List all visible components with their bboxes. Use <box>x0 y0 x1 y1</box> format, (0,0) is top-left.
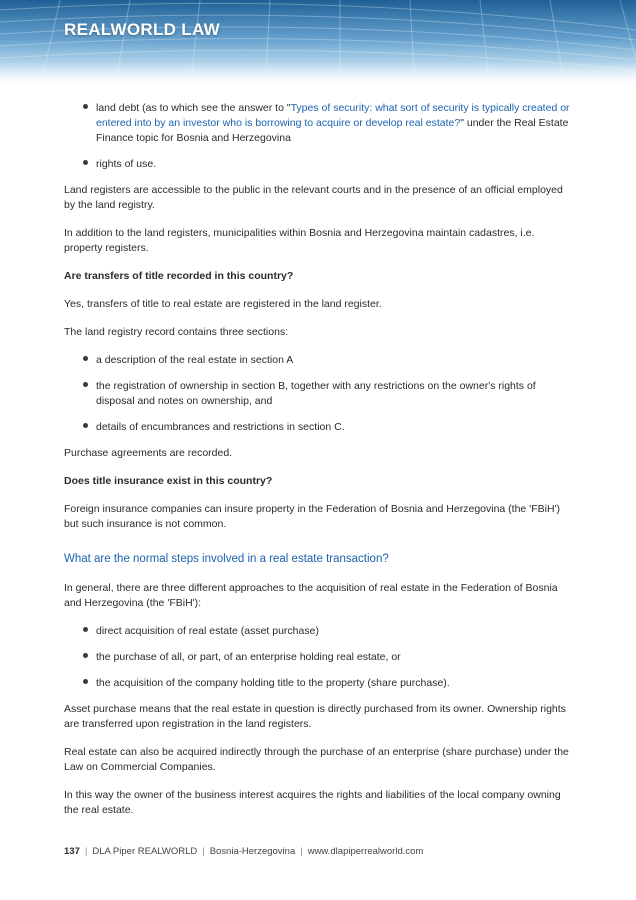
list-item-text: " under the Real Estate Finance topic for Bosnia and Herzegovina <box>96 117 569 144</box>
bullet-list-land-debt <box>64 101 572 172</box>
paragraph: The land registry record contains three sections: <box>64 326 289 338</box>
bullet-icon <box>83 356 88 361</box>
list-item-text: a description of the real estate in section A <box>96 354 294 366</box>
list-item-text: details of encumbrances and restrictions in section C. <box>96 421 345 433</box>
footer-separator: | <box>300 846 303 857</box>
list-item <box>64 650 572 665</box>
list-item-text: land debt (as to which see the answer to " <box>96 102 291 114</box>
bullet-icon <box>83 382 88 387</box>
bullet-icon <box>83 423 88 428</box>
list-item <box>64 157 572 172</box>
list-item-text: the purchase of all, or part, of an enterprise holding real estate, or <box>96 651 401 663</box>
bullet-list-approaches <box>64 624 572 691</box>
document-body <box>64 101 572 831</box>
bullet-icon <box>83 679 88 684</box>
footer-separator: | <box>84 846 88 857</box>
question-heading: Does title insurance exist in this country? <box>64 475 273 487</box>
paragraph: Purchase agreements are recorded. <box>64 447 233 459</box>
bullet-icon <box>83 653 88 658</box>
paragraph: Foreign insurance companies can insure property in the Federation of Bosnia and Herzegovina (the 'FBiH') but such insurance is not common. <box>64 503 561 530</box>
list-item <box>64 353 572 368</box>
paragraph: In this way the owner of the business interest acquires the rights and liabilities of the local company owning the real estate. <box>64 789 561 816</box>
list-item-text: the acquisition of the company holding title to the property (share purchase). <box>96 677 450 689</box>
bullet-icon <box>83 104 88 109</box>
paragraph: In general, there are three different approaches to the acquisition of real estate in the Federation of Bosnia and Herzegovina (the 'FBiH'): <box>64 582 558 609</box>
paragraph: Real estate can also be acquired indirectly through the purchase of an enterprise (share purchase) under the Law on Commercial Companies. <box>64 746 569 773</box>
brand-title: REALWORLD LAW <box>64 20 220 39</box>
paragraph: Asset purchase means that the real estate in question is directly purchased from its owner. Ownership rights are transferred upon registration in the land registers. <box>64 703 566 730</box>
list-item <box>64 379 572 409</box>
list-item <box>64 676 572 691</box>
list-item-text: direct acquisition of real estate (asset purchase) <box>96 625 319 637</box>
list-item <box>64 624 572 639</box>
publication-name: DLA Piper REALWORLD <box>92 846 198 857</box>
page-number: 137 <box>64 846 80 857</box>
header-banner <box>0 0 636 88</box>
list-item-text: rights of use. <box>96 158 157 170</box>
footer-separator: | <box>202 846 205 857</box>
cross-reference-link[interactable]: Types of security: what sort of security is typically created or entered into by an investor who is borrowing to acquire or develop real estate? <box>96 102 570 129</box>
page-footer <box>64 846 572 857</box>
paragraph: Land registers are accessible to the public in the relevant courts and in the presence of an official employed by the land registry. <box>64 184 563 211</box>
country-name: Bosnia-Herzegovina <box>209 846 296 857</box>
bullet-icon <box>83 627 88 632</box>
building-image <box>0 0 636 88</box>
paragraph: Yes, transfers of title to real estate are registered in the land register. <box>64 298 382 310</box>
website-link[interactable]: www.dlapiperrealworld.com <box>307 846 424 857</box>
list-item <box>64 420 572 435</box>
question-heading: Are transfers of title recorded in this country? <box>64 270 294 282</box>
section-heading: What are the normal steps involved in a real estate transaction? <box>64 553 389 565</box>
bullet-icon <box>83 160 88 165</box>
list-item <box>64 101 572 146</box>
paragraph: In addition to the land registers, municipalities within Bosnia and Herzegovina maintain cadastres, i.e. property registers. <box>64 227 535 254</box>
bullet-list-sections <box>64 353 572 435</box>
list-item-text: the registration of ownership in section B, together with any restrictions on the owner's rights of disposal and notes on ownership, and <box>96 380 536 407</box>
